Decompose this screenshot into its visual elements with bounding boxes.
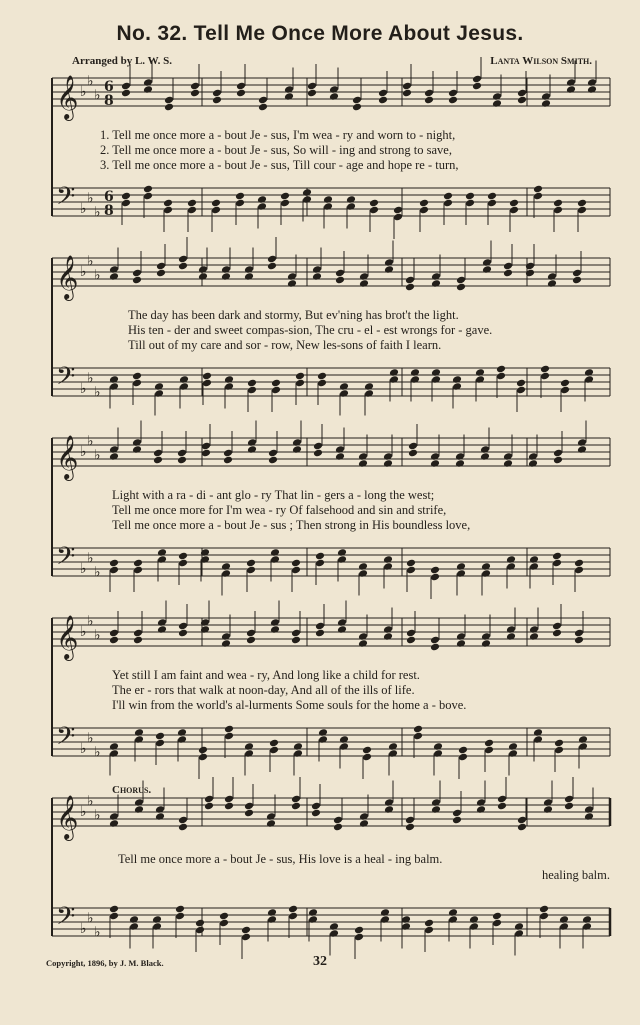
note-head bbox=[247, 445, 257, 454]
lyric-line: Till out of my care and sor - row, New les-sons of faith I learn. bbox=[128, 338, 442, 352]
time-signature-bottom: 8 bbox=[104, 93, 114, 109]
note-head bbox=[354, 926, 364, 935]
treble-clef-icon: 𝄞 bbox=[56, 435, 79, 479]
note-head bbox=[109, 742, 119, 751]
lyric-line: The day has been dark and stormy, But ev'ning has brot't the light. bbox=[128, 308, 459, 322]
note-head bbox=[346, 195, 356, 204]
note-head bbox=[410, 368, 420, 377]
hymn-title: No. 32. Tell Me Once More About Jesus. bbox=[116, 22, 524, 45]
note-head bbox=[109, 819, 119, 828]
note-head bbox=[109, 559, 119, 568]
note-head bbox=[406, 636, 416, 645]
bass-clef-icon: 𝄢 bbox=[56, 902, 76, 937]
note-head bbox=[525, 269, 535, 278]
lyric-line: His ten - der and sweet compas-sion, The cru - el - est wrongs for - gave. bbox=[128, 323, 493, 337]
note-head bbox=[430, 566, 440, 575]
note-head bbox=[496, 365, 506, 374]
note-head bbox=[448, 96, 458, 105]
note-head bbox=[408, 449, 418, 458]
note-head bbox=[554, 739, 564, 748]
note-head bbox=[244, 272, 254, 281]
note-head bbox=[564, 802, 574, 811]
flat-sign-icon: ♭ bbox=[94, 627, 101, 644]
flat-sign-icon: ♭ bbox=[94, 807, 101, 824]
note-head bbox=[190, 89, 200, 98]
note-head bbox=[584, 812, 594, 821]
note-head bbox=[503, 269, 513, 278]
note-head bbox=[475, 368, 485, 377]
note-head bbox=[291, 559, 301, 568]
note-head bbox=[109, 272, 119, 281]
note-head bbox=[405, 823, 415, 832]
note-head bbox=[315, 629, 325, 638]
note-head bbox=[508, 742, 518, 751]
note-head bbox=[578, 735, 588, 744]
note-head bbox=[156, 269, 166, 278]
flat-sign-icon: ♭ bbox=[87, 793, 94, 810]
arranger-credit: Arranged by L. W. S. bbox=[72, 55, 172, 67]
note-head bbox=[221, 562, 231, 571]
note-head bbox=[311, 809, 321, 818]
note-head bbox=[456, 562, 466, 571]
note-head bbox=[132, 372, 142, 381]
note-head bbox=[177, 728, 187, 737]
note-head bbox=[539, 905, 549, 914]
note-head bbox=[280, 192, 290, 201]
note-head bbox=[198, 272, 208, 281]
note-head bbox=[271, 379, 281, 388]
note-head bbox=[270, 625, 280, 634]
note-head bbox=[528, 459, 538, 468]
note-head bbox=[533, 728, 543, 737]
bass-clef-icon: 𝄢 bbox=[56, 542, 76, 577]
note-head bbox=[430, 643, 440, 652]
note-head bbox=[574, 559, 584, 568]
flat-sign-icon: ♭ bbox=[80, 381, 87, 397]
treble-clef-icon: 𝄞 bbox=[56, 75, 79, 119]
note-head bbox=[335, 452, 345, 461]
note-head bbox=[448, 908, 458, 917]
note-head bbox=[497, 802, 507, 811]
note-head bbox=[178, 262, 188, 271]
note-head bbox=[358, 639, 368, 648]
note-head bbox=[202, 372, 212, 381]
note-head bbox=[380, 908, 390, 917]
note-head bbox=[109, 375, 119, 384]
flat-sign-icon: ♭ bbox=[94, 447, 101, 464]
bass-clef-icon: 𝄢 bbox=[56, 182, 76, 217]
flat-sign-icon: ♭ bbox=[87, 73, 94, 90]
bass-clef-icon: 𝄢 bbox=[56, 722, 76, 757]
treble-clef-icon: 𝄞 bbox=[56, 615, 79, 659]
note-head bbox=[293, 742, 303, 751]
note-head bbox=[560, 379, 570, 388]
lyric-line: 2. Tell me once more a - bout Je - sus, So will - ing and strong to save, bbox=[100, 143, 452, 157]
note-head bbox=[506, 555, 516, 564]
note-head bbox=[455, 459, 465, 468]
note-head bbox=[359, 279, 369, 288]
note-head bbox=[506, 632, 516, 641]
note-head bbox=[198, 746, 208, 755]
note-head bbox=[200, 625, 210, 634]
flat-sign-icon: ♭ bbox=[87, 730, 94, 747]
note-head bbox=[362, 746, 372, 755]
composer-credit: Lanta Wilson Smith. bbox=[490, 55, 592, 67]
note-head bbox=[221, 272, 231, 281]
note-head bbox=[443, 192, 453, 201]
flat-sign-icon: ♭ bbox=[87, 190, 94, 207]
note-head bbox=[153, 456, 163, 465]
note-head bbox=[335, 276, 345, 285]
flat-sign-icon: ♭ bbox=[94, 564, 101, 581]
note-head bbox=[358, 459, 368, 468]
flat-sign-icon: ♭ bbox=[94, 267, 101, 284]
note-head bbox=[329, 92, 339, 101]
flat-sign-icon: ♭ bbox=[87, 433, 94, 450]
note-head bbox=[211, 199, 221, 208]
note-head bbox=[566, 85, 576, 94]
note-head bbox=[134, 805, 144, 814]
note-head bbox=[291, 802, 301, 811]
note-head bbox=[388, 742, 398, 751]
time-signature-bottom: 8 bbox=[104, 203, 114, 219]
note-head bbox=[431, 368, 441, 377]
lyrics-system-2 bbox=[128, 308, 638, 353]
note-head bbox=[152, 915, 162, 924]
note-head bbox=[465, 192, 475, 201]
note-head bbox=[224, 375, 234, 384]
note-head bbox=[553, 199, 563, 208]
flat-sign-icon: ♭ bbox=[94, 204, 101, 221]
lyric-line: Light with a ra - di - ant glo - ry That lin - gers a - long the west; bbox=[112, 488, 435, 502]
lyrics-system-1 bbox=[100, 128, 610, 173]
note-head bbox=[295, 372, 305, 381]
note-head bbox=[405, 283, 415, 292]
note-head bbox=[419, 199, 429, 208]
note-head bbox=[481, 639, 491, 648]
note-head bbox=[223, 456, 233, 465]
note-head bbox=[121, 89, 131, 98]
treble-clef-icon: 𝄞 bbox=[56, 795, 79, 839]
chorus-echo-lyric: healing balm. bbox=[541, 868, 610, 882]
note-head bbox=[246, 636, 256, 645]
flat-sign-icon: ♭ bbox=[94, 744, 101, 761]
note-head bbox=[540, 365, 550, 374]
note-head bbox=[179, 375, 189, 384]
note-head bbox=[292, 445, 302, 454]
note-head bbox=[484, 739, 494, 748]
note-head bbox=[133, 636, 143, 645]
note-head bbox=[163, 199, 173, 208]
note-head bbox=[109, 452, 119, 461]
note-head bbox=[378, 96, 388, 105]
note-head bbox=[329, 922, 339, 931]
note-head bbox=[587, 85, 597, 94]
note-head bbox=[552, 629, 562, 638]
note-head bbox=[430, 459, 440, 468]
note-head bbox=[413, 725, 423, 734]
note-head bbox=[424, 96, 434, 105]
note-head bbox=[482, 265, 492, 274]
note-head bbox=[143, 185, 153, 194]
flat-sign-icon: ♭ bbox=[80, 921, 87, 937]
lyric-line: Yet still I am faint and wea - ry, And long like a child for rest. bbox=[112, 668, 420, 682]
note-head bbox=[529, 632, 539, 641]
note-head bbox=[154, 382, 164, 391]
note-head bbox=[241, 926, 251, 935]
copyright-notice: Copyright, 1896, by J. M. Black. bbox=[46, 958, 164, 968]
page-number: 32 bbox=[313, 954, 327, 969]
note-head bbox=[312, 272, 322, 281]
note-head bbox=[574, 636, 584, 645]
note-head bbox=[204, 802, 214, 811]
lyric-line: Tell me once more a - bout Je - sus ; Then strong in His boundless love, bbox=[112, 518, 471, 532]
note-head bbox=[456, 283, 466, 292]
flat-sign-icon: ♭ bbox=[80, 84, 87, 100]
time-signature-top: 6 bbox=[104, 189, 114, 205]
note-head bbox=[235, 192, 245, 201]
lyric-line: 3. Tell me once more a - bout Je - sus, Till cour - age and hope re - turn, bbox=[100, 158, 459, 172]
note-head bbox=[369, 199, 379, 208]
flat-sign-icon: ♭ bbox=[94, 924, 101, 941]
note-head bbox=[287, 279, 297, 288]
note-head bbox=[302, 188, 312, 197]
note-head bbox=[577, 445, 587, 454]
chorus-label: Chorus. bbox=[112, 784, 152, 796]
note-head bbox=[359, 819, 369, 828]
flat-sign-icon: ♭ bbox=[80, 264, 87, 280]
note-head bbox=[267, 262, 277, 271]
flat-sign-icon: ♭ bbox=[87, 253, 94, 270]
lyric-line: I'll win from the world's al-lurments Some souls for the home a - bove. bbox=[112, 698, 467, 712]
note-head bbox=[337, 625, 347, 634]
note-head bbox=[503, 459, 513, 468]
note-head bbox=[313, 449, 323, 458]
note-head bbox=[358, 562, 368, 571]
note-head bbox=[559, 915, 569, 924]
note-head bbox=[175, 905, 185, 914]
flat-sign-icon: ♭ bbox=[94, 87, 101, 104]
note-head bbox=[155, 732, 165, 741]
note-head bbox=[109, 905, 119, 914]
note-head bbox=[481, 562, 491, 571]
note-head bbox=[246, 559, 256, 568]
flat-sign-icon: ♭ bbox=[94, 384, 101, 401]
note-head bbox=[157, 548, 167, 557]
lyrics-system-5 bbox=[118, 852, 628, 867]
flat-sign-icon: ♭ bbox=[80, 804, 87, 820]
note-head bbox=[132, 445, 142, 454]
note-head bbox=[487, 192, 497, 201]
note-head bbox=[431, 805, 441, 814]
note-head bbox=[541, 99, 551, 108]
note-head bbox=[516, 379, 526, 388]
note-head bbox=[257, 195, 267, 204]
note-head bbox=[269, 739, 279, 748]
note-head bbox=[317, 372, 327, 381]
note-head bbox=[178, 629, 188, 638]
note-head bbox=[383, 459, 393, 468]
note-head bbox=[476, 805, 486, 814]
note-head bbox=[577, 199, 587, 208]
note-head bbox=[456, 639, 466, 648]
note-head bbox=[133, 559, 143, 568]
note-head bbox=[383, 632, 393, 641]
lyric-line: Tell me once more a - bout Je - sus, His love is a heal - ing balm. bbox=[118, 852, 443, 866]
note-head bbox=[109, 636, 119, 645]
note-head bbox=[143, 85, 153, 94]
note-head bbox=[132, 276, 142, 285]
note-head bbox=[572, 276, 582, 285]
note-head bbox=[402, 89, 412, 98]
note-head bbox=[517, 823, 527, 832]
note-head bbox=[364, 382, 374, 391]
note-head bbox=[431, 279, 441, 288]
note-head bbox=[333, 823, 343, 832]
treble-clef-icon: 𝄞 bbox=[56, 255, 79, 299]
note-head bbox=[178, 552, 188, 561]
note-head bbox=[337, 548, 347, 557]
note-head bbox=[134, 728, 144, 737]
lyric-line: Tell me once more for I'm wea - ry Of falsehood and sin and strife, bbox=[112, 503, 447, 517]
flat-sign-icon: ♭ bbox=[80, 444, 87, 460]
note-head bbox=[452, 816, 462, 825]
lyrics-system-3 bbox=[112, 488, 622, 533]
note-head bbox=[267, 908, 277, 917]
note-head bbox=[258, 103, 268, 112]
note-head bbox=[157, 625, 167, 634]
note-head bbox=[469, 915, 479, 924]
note-head bbox=[582, 915, 592, 924]
note-head bbox=[543, 805, 553, 814]
lyric-line: 1. Tell me once more a - bout Je - sus, I'm wea - ry and worn to - night, bbox=[100, 128, 456, 142]
note-head bbox=[219, 912, 229, 921]
note-head bbox=[244, 742, 254, 751]
flat-sign-icon: ♭ bbox=[87, 550, 94, 567]
note-head bbox=[553, 456, 563, 465]
note-head bbox=[389, 368, 399, 377]
note-head bbox=[384, 805, 394, 814]
note-head bbox=[195, 919, 205, 928]
note-head bbox=[352, 103, 362, 112]
note-head bbox=[155, 812, 165, 821]
note-head bbox=[323, 195, 333, 204]
flat-sign-icon: ♭ bbox=[80, 201, 87, 217]
note-head bbox=[452, 375, 462, 384]
note-head bbox=[187, 199, 197, 208]
note-head bbox=[266, 819, 276, 828]
note-head bbox=[406, 559, 416, 568]
flat-sign-icon: ♭ bbox=[80, 561, 87, 577]
note-head bbox=[480, 452, 490, 461]
note-head bbox=[584, 368, 594, 377]
note-head bbox=[318, 728, 328, 737]
note-head bbox=[458, 746, 468, 755]
note-head bbox=[383, 555, 393, 564]
note-head bbox=[492, 99, 502, 108]
note-head bbox=[200, 548, 210, 557]
note-head bbox=[514, 922, 524, 931]
note-head bbox=[307, 89, 317, 98]
note-head bbox=[247, 379, 257, 388]
note-head bbox=[517, 96, 527, 105]
note-head bbox=[492, 912, 502, 921]
note-head bbox=[121, 192, 131, 201]
note-head bbox=[268, 456, 278, 465]
note-head bbox=[424, 919, 434, 928]
note-head bbox=[472, 82, 482, 91]
note-head bbox=[433, 742, 443, 751]
note-head bbox=[315, 552, 325, 561]
note-head bbox=[384, 265, 394, 274]
note-head bbox=[236, 89, 246, 98]
flat-sign-icon: ♭ bbox=[80, 624, 87, 640]
note-head bbox=[291, 636, 301, 645]
note-head bbox=[270, 548, 280, 557]
flat-sign-icon: ♭ bbox=[87, 910, 94, 927]
note-head bbox=[339, 735, 349, 744]
lyric-line: The er - rors that walk at noon-day, And all of the ills of life. bbox=[112, 683, 415, 697]
note-head bbox=[178, 823, 188, 832]
note-head bbox=[552, 552, 562, 561]
note-head bbox=[547, 279, 557, 288]
time-signature-top: 6 bbox=[104, 79, 114, 95]
note-head bbox=[212, 96, 222, 105]
note-head bbox=[288, 905, 298, 914]
note-head bbox=[529, 555, 539, 564]
note-head bbox=[509, 199, 519, 208]
note-head bbox=[221, 639, 231, 648]
note-head bbox=[308, 908, 318, 917]
bass-clef-icon: 𝄢 bbox=[56, 362, 76, 397]
note-head bbox=[533, 185, 543, 194]
flat-sign-icon: ♭ bbox=[87, 613, 94, 630]
note-head bbox=[177, 456, 187, 465]
note-head bbox=[164, 103, 174, 112]
note-head bbox=[339, 382, 349, 391]
note-head bbox=[284, 92, 294, 101]
lyrics-system-4 bbox=[112, 668, 622, 713]
flat-sign-icon: ♭ bbox=[87, 370, 94, 387]
flat-sign-icon: ♭ bbox=[80, 741, 87, 757]
note-head bbox=[129, 915, 139, 924]
note-head bbox=[224, 725, 234, 734]
note-head bbox=[244, 809, 254, 818]
note-head bbox=[224, 802, 234, 811]
